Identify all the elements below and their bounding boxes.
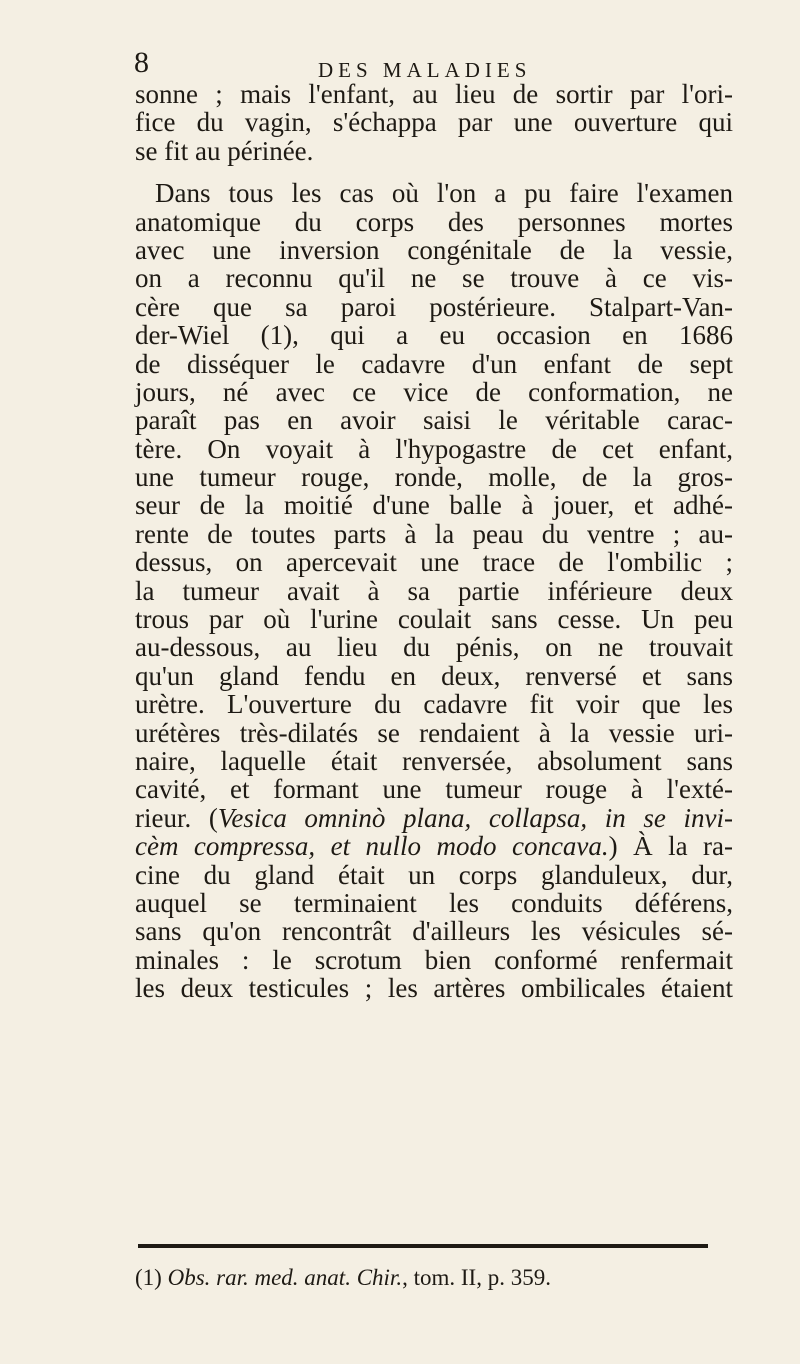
latin-quote-end: cèm compressa, et nullo modo concava. [135, 831, 609, 862]
text-line: cère que sa paroi postérieure. Stalpart-Van- [135, 291, 733, 322]
text-line: au-dessous, au lieu du pénis, on ne trouvait [135, 632, 733, 663]
text-line: seur de la moitié d'une balle à jouer, et adhé- [135, 490, 733, 521]
latin-quote: Vesica omninò plana, collapsa, in se invi- [217, 802, 733, 833]
text-line: sans qu'on rencontrât d'ailleurs les vésicules sé- [135, 916, 733, 947]
text-line: sonne ; mais l'enfant, au lieu de sortir par l'ori- [135, 79, 733, 109]
text-line: fice du vagin, s'échappa par une ouverture qui [135, 107, 733, 138]
paragraph-gap [135, 165, 733, 179]
text-line-latin-end: cèm compressa, et nullo modo concava.) À la ra- [135, 831, 733, 862]
footnote-marker: (1) [135, 1265, 162, 1290]
page-number: 8 [134, 46, 149, 79]
text-line: auquel se terminaient les conduits déférens, [135, 887, 733, 918]
footnote-reference: , tom. II, p. 359. [402, 1265, 551, 1290]
text-line: jours, né avec ce vice de conformation, ne [135, 376, 733, 407]
text-fragment: À la ra- [633, 831, 733, 862]
text-line: qu'un gland fendu en deux, renversé et sans [135, 660, 733, 691]
text-line: la tumeur avait à sa partie inférieure deux [135, 575, 733, 606]
text-line-latin-start: rieur. (Vesica omninò plana, collapsa, in se invi- [135, 802, 733, 833]
text-line: cine du gland était un corps glanduleux, dur, [135, 859, 733, 890]
footnote [135, 1264, 735, 1292]
text-line: paraît pas en avoir saisi le véritable carac- [135, 405, 733, 436]
text-line: les deux testicules ; les artères ombilicales étaient [135, 973, 733, 1004]
text-line: Dans tous les cas où l'on a pu faire l'examen [155, 178, 733, 209]
text-line: cavité, et formant une tumeur rouge à l'exté- [135, 774, 733, 805]
text-line: urètre. L'ouverture du cadavre fit voir que les [135, 689, 733, 720]
text-line: minales : le scrotum bien conformé renfermait [135, 944, 733, 975]
text-line: rente de toutes parts à la peau du ventre ; au- [135, 518, 733, 549]
text-line: on a reconnu qu'il ne se trouve à ce vis- [135, 263, 733, 294]
text-line: dessus, on apercevait une trace de l'ombilic ; [135, 547, 733, 578]
text-line: anatomique du corps des personnes mortes [135, 206, 733, 237]
text-line: tère. On voyait à l'hypogastre de cet enfant, [135, 433, 733, 464]
text-line: naire, laquelle était renversée, absolument sans [135, 745, 733, 776]
text-line: avec une inversion congénitale de la vessie, [135, 234, 733, 265]
footnote-source: Obs. rar. med. anat. Chir. [167, 1265, 403, 1290]
text-line: urétères très-dilatés se rendaient à la vessie uri- [135, 717, 733, 748]
text-line: de disséquer le cadavre d'un enfant de sept [135, 348, 733, 379]
text-line: se fit au périnée. [135, 135, 314, 166]
text-line: der-Wiel (1), qui a eu occasion en 1686 [135, 320, 733, 351]
running-head: DES MALADIES [318, 58, 532, 82]
footnote-divider [138, 1244, 708, 1248]
text-line: trous par où l'urine coulait sans cesse. Un peu [135, 604, 733, 635]
body-text [135, 80, 733, 1003]
text-line: une tumeur rouge, ronde, molle, de la gros- [135, 462, 733, 493]
text-fragment: rieur. [135, 802, 192, 833]
